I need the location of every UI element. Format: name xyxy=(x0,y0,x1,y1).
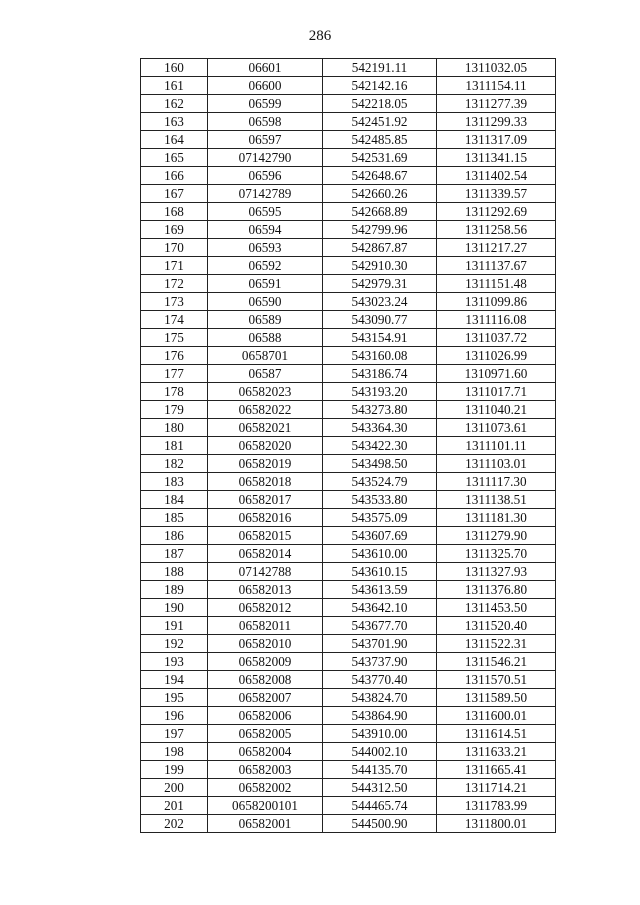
x-coordinate-cell: 543677.70 xyxy=(323,617,437,635)
x-coordinate-cell: 542867.87 xyxy=(323,239,437,257)
y-coordinate-cell: 1311037.72 xyxy=(437,329,556,347)
x-coordinate-cell: 542451.92 xyxy=(323,113,437,131)
row-index-cell: 187 xyxy=(141,545,208,563)
point-id-cell: 06593 xyxy=(208,239,323,257)
x-coordinate-cell: 543642.10 xyxy=(323,599,437,617)
table-row xyxy=(141,203,556,221)
row-index-cell: 183 xyxy=(141,473,208,491)
row-index-cell: 176 xyxy=(141,347,208,365)
row-index-cell: 179 xyxy=(141,401,208,419)
x-coordinate-cell: 543701.90 xyxy=(323,635,437,653)
table-row xyxy=(141,293,556,311)
y-coordinate-cell: 1311589.50 xyxy=(437,689,556,707)
row-index-cell: 198 xyxy=(141,743,208,761)
y-coordinate-cell: 1311217.27 xyxy=(437,239,556,257)
point-id-cell: 0658200101 xyxy=(208,797,323,815)
y-coordinate-cell: 1311783.99 xyxy=(437,797,556,815)
y-coordinate-cell: 1311137.67 xyxy=(437,257,556,275)
x-coordinate-cell: 543864.90 xyxy=(323,707,437,725)
point-id-cell: 07142789 xyxy=(208,185,323,203)
row-index-cell: 192 xyxy=(141,635,208,653)
row-index-cell: 185 xyxy=(141,509,208,527)
row-index-cell: 160 xyxy=(141,59,208,77)
y-coordinate-cell: 1311116.08 xyxy=(437,311,556,329)
y-coordinate-cell: 1311099.86 xyxy=(437,293,556,311)
point-id-cell: 06582016 xyxy=(208,509,323,527)
y-coordinate-cell: 1311327.93 xyxy=(437,563,556,581)
point-id-cell: 06582002 xyxy=(208,779,323,797)
point-id-cell: 06594 xyxy=(208,221,323,239)
table-row xyxy=(141,347,556,365)
point-id-cell: 06590 xyxy=(208,293,323,311)
point-id-cell: 06582014 xyxy=(208,545,323,563)
table-row xyxy=(141,509,556,527)
row-index-cell: 193 xyxy=(141,653,208,671)
x-coordinate-cell: 544002.10 xyxy=(323,743,437,761)
x-coordinate-cell: 542660.26 xyxy=(323,185,437,203)
row-index-cell: 182 xyxy=(141,455,208,473)
row-index-cell: 181 xyxy=(141,437,208,455)
row-index-cell: 168 xyxy=(141,203,208,221)
table-row xyxy=(141,671,556,689)
table-row xyxy=(141,527,556,545)
x-coordinate-cell: 543023.24 xyxy=(323,293,437,311)
table-row xyxy=(141,185,556,203)
row-index-cell: 180 xyxy=(141,419,208,437)
x-coordinate-cell: 543610.00 xyxy=(323,545,437,563)
y-coordinate-cell: 1311453.50 xyxy=(437,599,556,617)
x-coordinate-cell: 544465.74 xyxy=(323,797,437,815)
point-id-cell: 06582012 xyxy=(208,599,323,617)
point-id-cell: 06595 xyxy=(208,203,323,221)
table-row xyxy=(141,95,556,113)
x-coordinate-cell: 543770.40 xyxy=(323,671,437,689)
point-id-cell: 06582001 xyxy=(208,815,323,833)
y-coordinate-cell: 1311600.01 xyxy=(437,707,556,725)
row-index-cell: 169 xyxy=(141,221,208,239)
table-row xyxy=(141,311,556,329)
row-index-cell: 178 xyxy=(141,383,208,401)
point-id-cell: 06599 xyxy=(208,95,323,113)
row-index-cell: 184 xyxy=(141,491,208,509)
row-index-cell: 194 xyxy=(141,671,208,689)
row-index-cell: 189 xyxy=(141,581,208,599)
y-coordinate-cell: 1311633.21 xyxy=(437,743,556,761)
row-index-cell: 161 xyxy=(141,77,208,95)
point-id-cell: 06582023 xyxy=(208,383,323,401)
y-coordinate-cell: 1311614.51 xyxy=(437,725,556,743)
table-row xyxy=(141,329,556,347)
x-coordinate-cell: 543422.30 xyxy=(323,437,437,455)
x-coordinate-cell: 542910.30 xyxy=(323,257,437,275)
x-coordinate-cell: 543824.70 xyxy=(323,689,437,707)
point-id-cell: 06582015 xyxy=(208,527,323,545)
y-coordinate-cell: 1311317.09 xyxy=(437,131,556,149)
y-coordinate-cell: 1311151.48 xyxy=(437,275,556,293)
point-id-cell: 06582013 xyxy=(208,581,323,599)
x-coordinate-cell: 543613.59 xyxy=(323,581,437,599)
table-row xyxy=(141,77,556,95)
y-coordinate-cell: 1311402.54 xyxy=(437,167,556,185)
y-coordinate-cell: 1311800.01 xyxy=(437,815,556,833)
y-coordinate-cell: 1311277.39 xyxy=(437,95,556,113)
x-coordinate-cell: 543273.80 xyxy=(323,401,437,419)
row-index-cell: 190 xyxy=(141,599,208,617)
point-id-cell: 06589 xyxy=(208,311,323,329)
table-row xyxy=(141,761,556,779)
x-coordinate-cell: 544500.90 xyxy=(323,815,437,833)
y-coordinate-cell: 1311714.21 xyxy=(437,779,556,797)
point-id-cell: 06582010 xyxy=(208,635,323,653)
x-coordinate-cell: 543575.09 xyxy=(323,509,437,527)
row-index-cell: 165 xyxy=(141,149,208,167)
x-coordinate-cell: 543090.77 xyxy=(323,311,437,329)
y-coordinate-cell: 1311103.01 xyxy=(437,455,556,473)
point-id-cell: 06582022 xyxy=(208,401,323,419)
row-index-cell: 166 xyxy=(141,167,208,185)
table-row xyxy=(141,653,556,671)
point-id-cell: 06596 xyxy=(208,167,323,185)
y-coordinate-cell: 1311138.51 xyxy=(437,491,556,509)
x-coordinate-cell: 543498.50 xyxy=(323,455,437,473)
x-coordinate-cell: 543524.79 xyxy=(323,473,437,491)
table-row xyxy=(141,815,556,833)
table-row xyxy=(141,383,556,401)
row-index-cell: 202 xyxy=(141,815,208,833)
y-coordinate-cell: 1311325.70 xyxy=(437,545,556,563)
point-id-cell: 06598 xyxy=(208,113,323,131)
table-row xyxy=(141,545,556,563)
table-row xyxy=(141,617,556,635)
table-row xyxy=(141,419,556,437)
y-coordinate-cell: 1311665.41 xyxy=(437,761,556,779)
table-row xyxy=(141,149,556,167)
x-coordinate-cell: 542648.67 xyxy=(323,167,437,185)
y-coordinate-cell: 1311292.69 xyxy=(437,203,556,221)
x-coordinate-cell: 544135.70 xyxy=(323,761,437,779)
point-id-cell: 06582008 xyxy=(208,671,323,689)
table-row xyxy=(141,689,556,707)
y-coordinate-cell: 1311376.80 xyxy=(437,581,556,599)
table-row xyxy=(141,221,556,239)
point-id-cell: 06592 xyxy=(208,257,323,275)
point-id-cell: 06582021 xyxy=(208,419,323,437)
point-id-cell: 06600 xyxy=(208,77,323,95)
table-row xyxy=(141,599,556,617)
y-coordinate-cell: 1311546.21 xyxy=(437,653,556,671)
point-id-cell: 06582020 xyxy=(208,437,323,455)
y-coordinate-cell: 1311279.90 xyxy=(437,527,556,545)
point-id-cell: 06582019 xyxy=(208,455,323,473)
row-index-cell: 201 xyxy=(141,797,208,815)
point-id-cell: 06582003 xyxy=(208,761,323,779)
table-row xyxy=(141,437,556,455)
y-coordinate-cell: 1311017.71 xyxy=(437,383,556,401)
row-index-cell: 191 xyxy=(141,617,208,635)
point-id-cell: 06601 xyxy=(208,59,323,77)
y-coordinate-cell: 1311026.99 xyxy=(437,347,556,365)
x-coordinate-cell: 543186.74 xyxy=(323,365,437,383)
y-coordinate-cell: 1311181.30 xyxy=(437,509,556,527)
table-row xyxy=(141,401,556,419)
table-row xyxy=(141,635,556,653)
point-id-cell: 06582018 xyxy=(208,473,323,491)
row-index-cell: 173 xyxy=(141,293,208,311)
table-row xyxy=(141,797,556,815)
x-coordinate-cell: 542668.89 xyxy=(323,203,437,221)
table-row xyxy=(141,167,556,185)
table-row xyxy=(141,365,556,383)
row-index-cell: 188 xyxy=(141,563,208,581)
point-id-cell: 07142790 xyxy=(208,149,323,167)
row-index-cell: 172 xyxy=(141,275,208,293)
row-index-cell: 162 xyxy=(141,95,208,113)
point-id-cell: 06587 xyxy=(208,365,323,383)
table-row xyxy=(141,581,556,599)
row-index-cell: 164 xyxy=(141,131,208,149)
x-coordinate-cell: 543533.80 xyxy=(323,491,437,509)
x-coordinate-cell: 542485.85 xyxy=(323,131,437,149)
x-coordinate-cell: 542142.16 xyxy=(323,77,437,95)
point-id-cell: 06582004 xyxy=(208,743,323,761)
point-id-cell: 07142788 xyxy=(208,563,323,581)
point-id-cell: 06582006 xyxy=(208,707,323,725)
row-index-cell: 200 xyxy=(141,779,208,797)
table-row xyxy=(141,563,556,581)
y-coordinate-cell: 1311570.51 xyxy=(437,671,556,689)
row-index-cell: 195 xyxy=(141,689,208,707)
point-id-cell: 0658701 xyxy=(208,347,323,365)
table-row xyxy=(141,473,556,491)
point-id-cell: 06597 xyxy=(208,131,323,149)
y-coordinate-cell: 1311117.30 xyxy=(437,473,556,491)
point-id-cell: 06582009 xyxy=(208,653,323,671)
x-coordinate-cell: 543610.15 xyxy=(323,563,437,581)
table-row xyxy=(141,725,556,743)
x-coordinate-cell: 543154.91 xyxy=(323,329,437,347)
table-row xyxy=(141,779,556,797)
y-coordinate-cell: 1311520.40 xyxy=(437,617,556,635)
row-index-cell: 175 xyxy=(141,329,208,347)
x-coordinate-cell: 542799.96 xyxy=(323,221,437,239)
y-coordinate-cell: 1311341.15 xyxy=(437,149,556,167)
row-index-cell: 167 xyxy=(141,185,208,203)
x-coordinate-cell: 544312.50 xyxy=(323,779,437,797)
x-coordinate-cell: 543193.20 xyxy=(323,383,437,401)
table-row xyxy=(141,113,556,131)
row-index-cell: 196 xyxy=(141,707,208,725)
y-coordinate-cell: 1311522.31 xyxy=(437,635,556,653)
x-coordinate-cell: 543160.08 xyxy=(323,347,437,365)
row-index-cell: 186 xyxy=(141,527,208,545)
page-number: 286 xyxy=(308,28,332,44)
row-index-cell: 177 xyxy=(141,365,208,383)
point-id-cell: 06582007 xyxy=(208,689,323,707)
y-coordinate-cell: 1311040.21 xyxy=(437,401,556,419)
point-id-cell: 06582005 xyxy=(208,725,323,743)
x-coordinate-cell: 542531.69 xyxy=(323,149,437,167)
x-coordinate-cell: 543607.69 xyxy=(323,527,437,545)
table-row xyxy=(141,131,556,149)
y-coordinate-cell: 1311101.11 xyxy=(437,437,556,455)
point-id-cell: 06591 xyxy=(208,275,323,293)
table-row xyxy=(141,239,556,257)
x-coordinate-cell: 543364.30 xyxy=(323,419,437,437)
coordinates-table xyxy=(140,58,556,833)
point-id-cell: 06582017 xyxy=(208,491,323,509)
x-coordinate-cell: 543910.00 xyxy=(323,725,437,743)
row-index-cell: 197 xyxy=(141,725,208,743)
row-index-cell: 199 xyxy=(141,761,208,779)
y-coordinate-cell: 1311258.56 xyxy=(437,221,556,239)
coordinates-table-body xyxy=(141,59,556,833)
table-row xyxy=(141,257,556,275)
y-coordinate-cell: 1310971.60 xyxy=(437,365,556,383)
row-index-cell: 171 xyxy=(141,257,208,275)
y-coordinate-cell: 1311339.57 xyxy=(437,185,556,203)
x-coordinate-cell: 542191.11 xyxy=(323,59,437,77)
table-row xyxy=(141,59,556,77)
x-coordinate-cell: 542979.31 xyxy=(323,275,437,293)
point-id-cell: 06588 xyxy=(208,329,323,347)
row-index-cell: 163 xyxy=(141,113,208,131)
y-coordinate-cell: 1311073.61 xyxy=(437,419,556,437)
x-coordinate-cell: 542218.05 xyxy=(323,95,437,113)
row-index-cell: 170 xyxy=(141,239,208,257)
table-row xyxy=(141,707,556,725)
row-index-cell: 174 xyxy=(141,311,208,329)
y-coordinate-cell: 1311299.33 xyxy=(437,113,556,131)
y-coordinate-cell: 1311154.11 xyxy=(437,77,556,95)
y-coordinate-cell: 1311032.05 xyxy=(437,59,556,77)
table-row xyxy=(141,743,556,761)
table-row xyxy=(141,275,556,293)
point-id-cell: 06582011 xyxy=(208,617,323,635)
x-coordinate-cell: 543737.90 xyxy=(323,653,437,671)
table-row xyxy=(141,491,556,509)
table-row xyxy=(141,455,556,473)
